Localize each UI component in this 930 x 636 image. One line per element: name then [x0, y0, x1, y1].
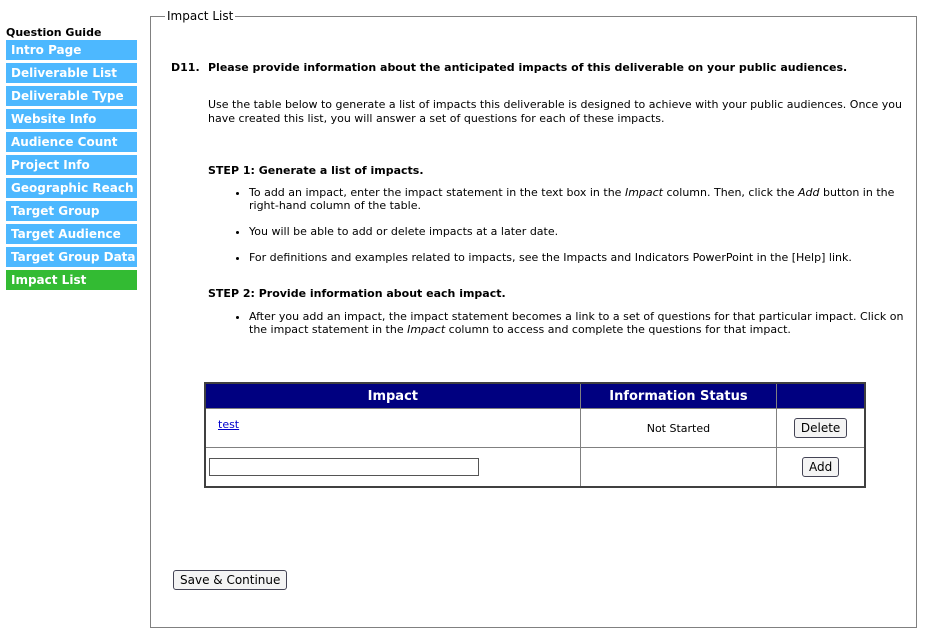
step2-b1-pre: After you add an impact, the impact statement becomes a link to a set of questions for that particular impact. Click on the impact statement in the	[249, 310, 904, 336]
action-cell	[777, 409, 865, 448]
sidebar-item-deliverable-list[interactable]: Deliverable List	[6, 63, 137, 83]
step1-b1-mid: column. Then, click the	[663, 186, 799, 199]
step1-bullet-add	[249, 186, 909, 212]
step1-bullet-help: • For definitions and examples related to impacts, see the Impacts and Indicators PowerPoint in the [Help] link.	[249, 251, 909, 264]
sidebar-item-geographic-reach[interactable]: Geographic Reach	[6, 178, 137, 198]
new-status-cell	[580, 448, 777, 488]
sidebar-item-target-audience[interactable]: Target Audience	[6, 224, 137, 244]
sidebar-item-target-group-data[interactable]: Target Group Data	[6, 247, 137, 267]
step1-bullet-later: • You will be able to add or delete impacts at a later date.	[249, 225, 909, 238]
question-guide-sidebar	[6, 26, 137, 293]
sidebar-item-intro-page[interactable]: Intro Page	[6, 40, 137, 60]
step2-b1-em-impact: Impact	[407, 323, 446, 336]
add-button[interactable]: Add	[802, 457, 839, 477]
impact-cell	[205, 409, 580, 448]
fieldset-legend: Impact List	[167, 9, 234, 23]
sidebar-item-target-group[interactable]: Target Group	[6, 201, 137, 221]
step1-heading: STEP 1: Generate a list of impacts.	[208, 164, 424, 177]
step1-b1-post: button in the right-hand column of the table.	[249, 186, 895, 212]
step2-bullet-link	[249, 310, 909, 336]
sidebar-item-impact-list[interactable]: Impact List	[6, 270, 137, 290]
status-cell: Not Started	[580, 409, 777, 448]
column-header-status: Information Status	[580, 383, 777, 409]
sidebar-title: Question Guide	[6, 26, 102, 39]
sidebar-item-audience-count[interactable]: Audience Count	[6, 132, 137, 152]
step2-b1-post: column to access and complete the questions for that impact.	[445, 323, 791, 336]
impact-link[interactable]: test	[218, 417, 240, 431]
new-impact-input[interactable]	[209, 458, 479, 476]
save-continue-button[interactable]: Save & Continue	[173, 570, 287, 590]
step2-heading: STEP 2: Provide information about each impact.	[208, 287, 506, 300]
impact-table	[204, 382, 866, 488]
column-header-impact: Impact	[205, 383, 580, 409]
new-action-cell	[777, 448, 865, 488]
step2-instructions	[231, 310, 909, 336]
sidebar-item-project-info[interactable]: Project Info	[6, 155, 137, 175]
sidebar-item-deliverable-type[interactable]: Deliverable Type	[6, 86, 137, 106]
step1-b1-pre: To add an impact, enter the impact statement in the text box in the	[249, 186, 625, 199]
question-number: D11.	[171, 61, 200, 74]
impact-list-fieldset	[150, 9, 917, 628]
table-row	[205, 409, 865, 448]
table-header-row	[205, 383, 865, 409]
delete-button[interactable]: Delete	[794, 418, 847, 438]
step1-instructions	[231, 186, 909, 264]
intro-paragraph: Use the table below to generate a list of impacts this deliverable is designed to achieve with your public audiences. Once you have created this list, you will answer a set of questions for each of these impacts.	[208, 98, 902, 125]
question-text: Please provide information about the anticipated impacts of this deliverable on your public audiences.	[208, 61, 848, 74]
step1-b1-em-add: Add	[798, 186, 820, 199]
new-impact-cell	[205, 448, 580, 488]
step1-b1-em-impact: Impact	[624, 186, 663, 199]
sidebar-item-website-info[interactable]: Website Info	[6, 109, 137, 129]
new-impact-row	[205, 448, 865, 488]
column-header-action	[777, 383, 865, 409]
